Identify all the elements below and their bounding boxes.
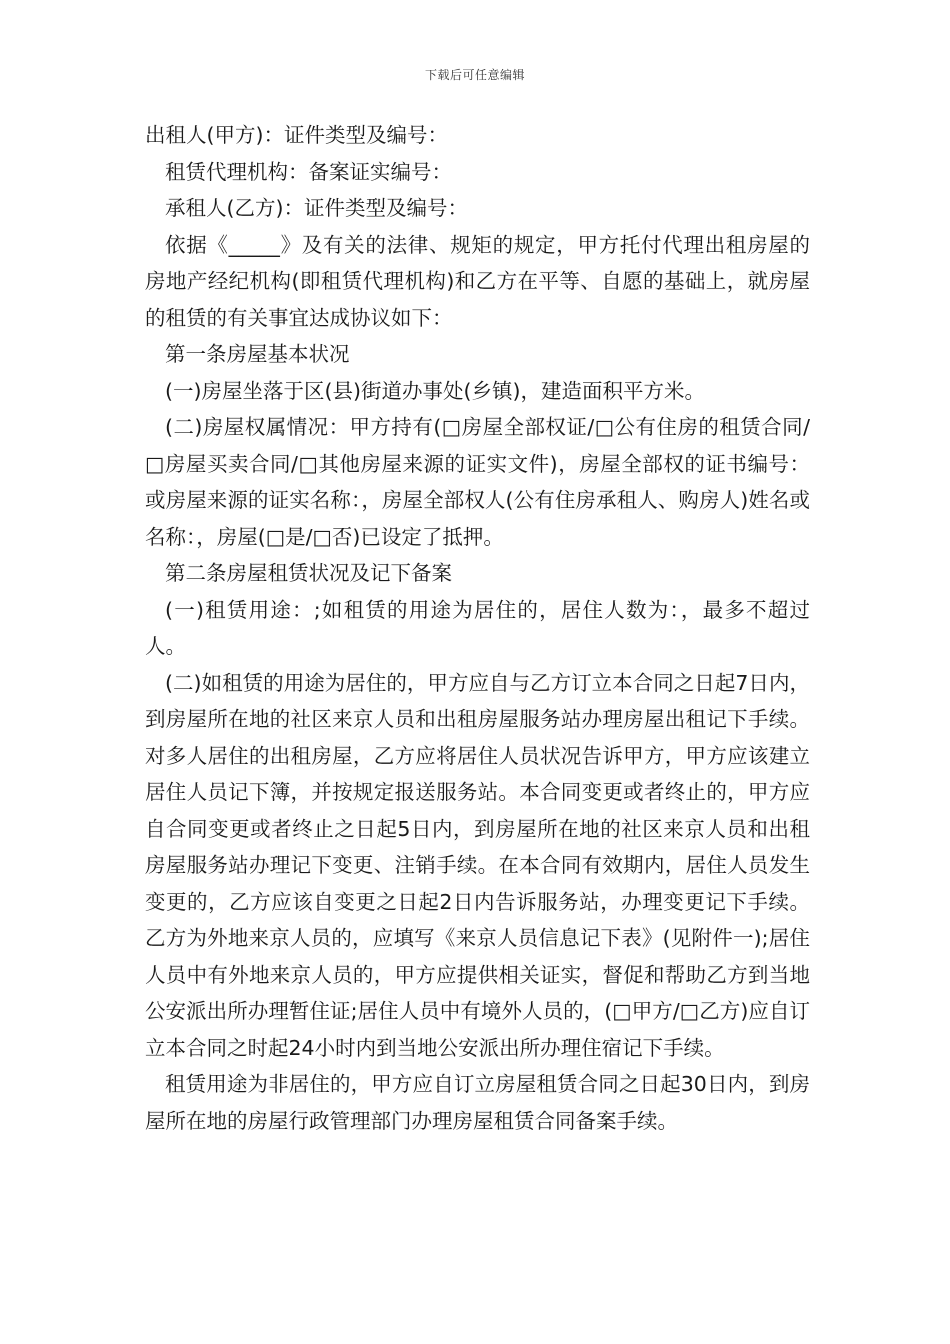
page-header: 下载后可任意编辑	[424, 68, 525, 82]
article-1-heading: 第一条房屋基本状况	[165, 342, 350, 366]
paragraph-2-1: (一)租赁用途：;如租赁的用途为居住的，居住人数为：，最多不超过人。	[145, 597, 810, 658]
paragraph-lessor: 出租人(甲方)：证件类型及编号：	[145, 123, 448, 147]
paragraph-lessee: 承租人(乙方)：证件类型及编号：	[165, 196, 468, 220]
paragraph-1-2: (二)房屋权属情况：甲方持有(□房屋全部权证/□公有住房的租赁合同/□房屋买卖合同/□其他房屋来源的证实文件)，房屋全部权的证书编号：或房屋来源的证实名称：，房屋全部权人(公有住房承租人、购房人)姓名或名称：，房屋(□是/□否)已设定了抵押。	[145, 415, 810, 549]
article-2-heading: 第二条房屋租赁状况及记下备案	[165, 561, 452, 585]
paragraph-2-2: (二)如租赁的用途为居住的，甲方应自与乙方订立本合同之日起7日内，到房屋所在地的社区来京人员和出租房屋服务站办理房屋出租记下手续。对多人居住的出租房屋，乙方应将居住人员状况告诉甲方，甲方应该建立居住人员记下簿，并按规定报送服务站。本合同变更或者终止的，甲方应自合同变更或者终止之日起5日内，到房屋所在地的社区来京人员和出租房屋服务站办理记下变更、注销手续。在本合同有效期内，居住人员发生变更的，乙方应该自变更之日起2日内告诉服务站，办理变更记下手续。乙方为外地来京人员的，应填写《来京人员信息记下表》(见附件一);居住人员中有外地来京人员的，甲方应提供相关证实，督促和帮助乙方到当地公安派出所办理暂住证;居住人员中有境外人员的，(□甲方/□乙方)应自订立本合同之时起24小时内到当地公安派出所办理住宿记下手续。	[145, 670, 810, 1060]
contract-body	[145, 117, 810, 1139]
paragraph-1-1: (一)房屋坐落于区(县)街道办事处(乡镇)，建造面积平方米。	[165, 378, 705, 403]
paragraph-preamble: 依据《_____》及有关的法律、规矩的规定，甲方托付代理出租房屋的房地产经纪机构(即租赁代理机构)和乙方在平等、自愿的基础上，就房屋的租赁的有关事宜达成协议如下：	[145, 232, 810, 330]
paragraph-2-3: 租赁用途为非居住的，甲方应自订立房屋租赁合同之日起30日内，到房屋所在地的房屋行政管理部门办理房屋租赁合同备案手续。	[145, 1072, 810, 1133]
paragraph-agency: 租赁代理机构：备案证实编号：	[165, 159, 452, 184]
